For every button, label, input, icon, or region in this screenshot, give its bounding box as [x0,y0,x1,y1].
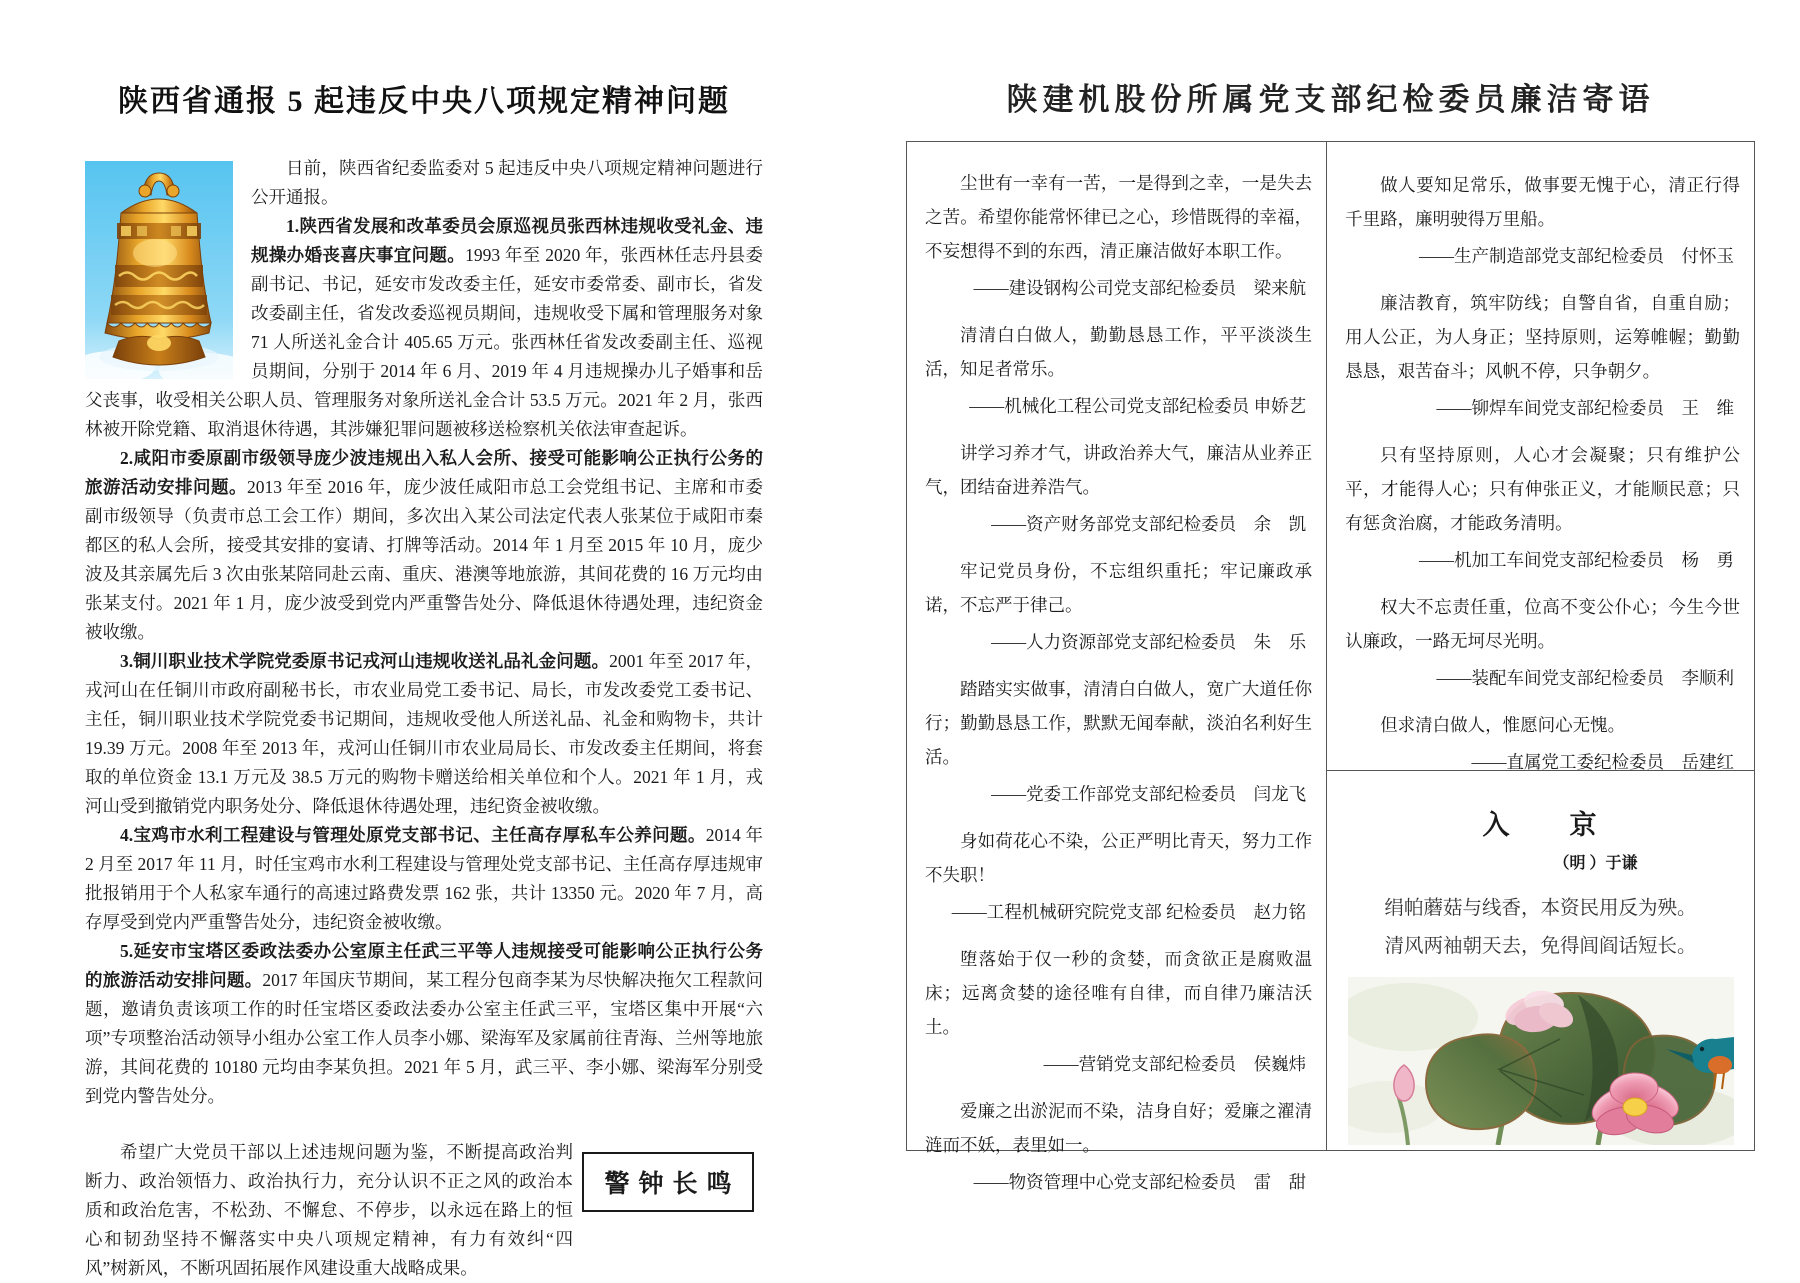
quote: 堕落始于仅一秒的贪婪，而贪欲正是腐败温床；远离贪婪的途径唯有自律，而自律乃廉洁沃土。 [925,949,1313,1037]
intro-paragraph: 日前，陕西省纪委监委对 5 起违反中央八项规定精神问题进行公开通报。 [251,158,763,207]
case-3-lead: 3.铜川职业技术学院党委原书记戎河山违规收送礼品礼金问题。 [120,651,610,671]
right-page-title: 陕建机股份所属党支部纪检委员廉洁寄语 [1006,82,1655,117]
warning-bell-seal-text: 警钟长鸣 [604,1171,741,1198]
poem-line-1: 绢帕蘑菇与线香，本资民用反为殃。 [1384,897,1697,919]
case-3-paragraph [85,647,763,821]
quote: 做人要知足常乐，做事要无愧于心，清正行得千里路，廉明驶得万里船。 [1345,175,1740,229]
quotes-outer-box [906,141,1755,1192]
case-1-lead: 1.陕西省发展和改革委员会原巡视员张西林违规收受礼金、违规操办婚丧喜庆事宜问题。 [251,216,763,265]
poem-section [1327,771,1754,1150]
left-page-body [85,154,763,1111]
case-4-lead: 4.宝鸡市水利工程建设与管理处原党支部书记、主任高存厚私车公养问题。 [120,825,706,845]
quote-signature: ——生产制造部党支部纪检委员 付怀玉 [1419,246,1734,266]
case-5-body: 2017 年国庆节期间，某工程分包商李某为尽快解决拖欠工程款问题，邀请负责该项工作的时任宝塔区委政法委办公室主任武三平，宝塔区集中开展“六项”专项整治活动领导小组办公室工作人员李小娜、梁海军及家属前往青海、兰州等地旅游，其间花费的 10180 元均由李某负担。2021 年 5 月，武三平、李小娜、梁海军分别受到党内警告处分。 [85,970,764,1106]
quote: 爱廉之出淤泥而不染，洁身自好；爱廉之濯清涟而不妖，表里如一。 [925,1101,1313,1155]
quote: 讲学习养才气，讲政治养大气，廉洁从业养正气，团结奋进养浩气。 [925,443,1313,497]
quote: 身如荷花心不染，公正严明比青天，努力工作不失职！ [925,831,1313,885]
quote-signature: ——人力资源部党支部纪检委员 朱 乐 [991,632,1307,652]
case-4-paragraph [85,821,763,937]
right-page [906,60,1755,1192]
quote: 踏踏实实做事，清清白白做人，宽广大道任你行；勤勤恳恳工作，默默无闻奉献，淡泊名利好生活。 [925,679,1313,767]
quote-signature: ——装配车间党支部纪检委员 李顺利 [1436,668,1734,688]
case-3-body: 2001 年至 2017 年，戎河山在任铜川市政府副秘书长，市农业局党工委书记、局长，市发改委党工委书记、主任，铜川职业技术学院党委书记期间，违规收受他人所送礼品、礼金和购物卡，共计 19.39 万元。2008 年至 2013 年，戎河山任铜川市农业局局长、市发改委主任期间，将套取的单位资金 13.1 万元及 38.5 万元的购物卡赠送给相关单位和个人。2021 年 1 月，戎河山受到撤销党内职务处分、降低退休待遇处理，违纪资金被收缴。 [85,651,763,816]
case-1-body: 1993 年至 2020 年，张西林任志丹县委副书记、书记，延安市发改委主任，延安市委常委、副市长，省发改委副主任，省发改委巡视员期间，违规收受下属和管理服务对象 71 人所送礼金合计 405.65 万元。张西林任省发改委副主任、巡视员期间，分别于 2014 年 6 月、2019 年 4 月违规操办儿子婚事和岳父丧事，收受相关公职人员、管理服务对象所送礼金合计 53.5 万元。2021 年 2 月，张西林被开除党籍、取消退休待遇，其涉嫌犯罪问题被移送检察机关依法审查起诉。 [85,245,764,439]
quote: 牢记党员身份，不忘组织重托；牢记廉政承诺，不忘严于律己。 [925,561,1313,615]
case-4-body: 2014 年 2 月至 2017 年 11 月，时任宝鸡市水利工程建设与管理处党支部书记、主任高存厚违规审批报销用于个人私家车通行的高速过路费发票 162 张，共计 13350 元。2020 年 7 月，高存厚受到党内严重警告处分，违纪资金被收缴。 [85,825,764,932]
quote: 清清白白做人，勤勤恳恳工作，平平淡淡生活，知足者常乐。 [925,325,1313,379]
quotes-column-right [1327,142,1754,1150]
quote-signature: ——机加工车间党支部纪检委员 杨 勇 [1419,550,1734,570]
poem-author: （明 ）于谦 [1553,855,1638,872]
golden-bell-image [85,161,233,379]
quote: 只有坚持原则，人心才会凝聚；只有维护公平，才能得人心；只有伸张正义，才能顺民意；只有惩贪治腐，才能政务清明。 [1345,445,1740,533]
quote-signature: ——直属党工委纪检委员 岳建红 [1471,752,1734,771]
case-5-paragraph [85,937,763,1111]
quote: 尘世有一幸有一苦，一是得到之幸，一是失去之苦。希望你能常怀律已之心，珍惜既得的幸福，不妄想得不到的东西，清正廉洁做好本职工作。 [925,173,1313,261]
closing-section [85,1138,763,1283]
quote: 权大不忘责任重，位高不变公仆心；今生今世认廉政，一路无坷尽光明。 [1345,597,1740,651]
poem-line-2: 清风两袖朝天去，免得闾阎话短长。 [1384,935,1697,957]
quote: 但求清白做人，惟愿问心无愧。 [1380,715,1626,735]
case-2-lead: 2.咸阳市委原副市级领导庞少波违规出入私人会所、接受可能影响公正执行公务的旅游活动安排问题。 [85,448,763,497]
left-page [85,60,763,1283]
right-quotes-section [1327,142,1754,771]
closing-paragraph: 希望广大党员干部以上述违规问题为鉴，不断提高政治判断力、政治领悟力、政治执行力，充分认识不正之风的政治本质和政治危害，不松劲、不懈怠、不停步，以永远在路上的恒心和韧劲坚持不懈落实中央八项规定精神，有力有效纠“四风”树新风，不断巩固拓展作风建设重大战略成果。 [85,1142,573,1278]
poem-title: 入 京 [1482,810,1599,840]
quote-signature: ——党委工作部党支部纪检委员 闫龙飞 [991,784,1307,804]
quote-signature: ——营销党支部纪检委员 侯巍炜 [1043,1054,1307,1074]
quote-signature: ——铆焊车间党支部纪检委员 王 维 [1436,398,1734,418]
left-page-title: 陕西省通报 5 起违反中央八项规定精神问题 [118,85,730,118]
quote-signature: ——资产财务部党支部纪检委员 余 凯 [991,514,1307,534]
quote-signature: ——工程机械研究院党支部 纪检委员 赵力铭 [951,902,1307,922]
quote-signature: ——物资管理中心党支部纪检委员 雷 甜 [973,1172,1307,1192]
quote: 廉洁教育，筑牢防线；自警自省，自重自励；用人公正，为人身正；坚持原则，运筹帷幄；勤勤恳恳，艰苦奋斗；风帆不停，只争朝夕。 [1345,293,1740,381]
quotes-column-left [907,142,1327,1192]
case-5-lead: 5.延安市宝塔区委政法委办公室原主任武三平等人违规接受可能影响公正执行公务的旅游活动安排问题。 [85,941,763,990]
seal-area [573,1138,763,1283]
lotus-painting-image [1348,977,1734,1145]
quote-signature: ——建设钢构公司党支部纪检委员 梁来航 [973,278,1307,298]
case-2-paragraph [85,444,763,647]
case-2-body: 2013 年至 2016 年，庞少波任咸阳市总工会党组书记、主席和市委副市级领导（负责市总工会工作）期间，多次出入某公司法定代表人张某位于咸阳市秦都区的私人会所，接受其安排的宴请、打牌等活动。2014 年 1 月至 2015 年 10 月，庞少波及其亲属先后 3 次由张某陪同赴云南、重庆、港澳等地旅游，其间花费的 16 万元均由张某支付。2021 年 1 月，庞少波受到党内严重警告处分、降低退休待遇处理，违纪资金被收缴。 [85,477,763,642]
quote-signature: ——机械化工程公司党支部纪检委员 申娇艺 [969,396,1307,416]
warning-bell-seal-box [582,1152,754,1212]
